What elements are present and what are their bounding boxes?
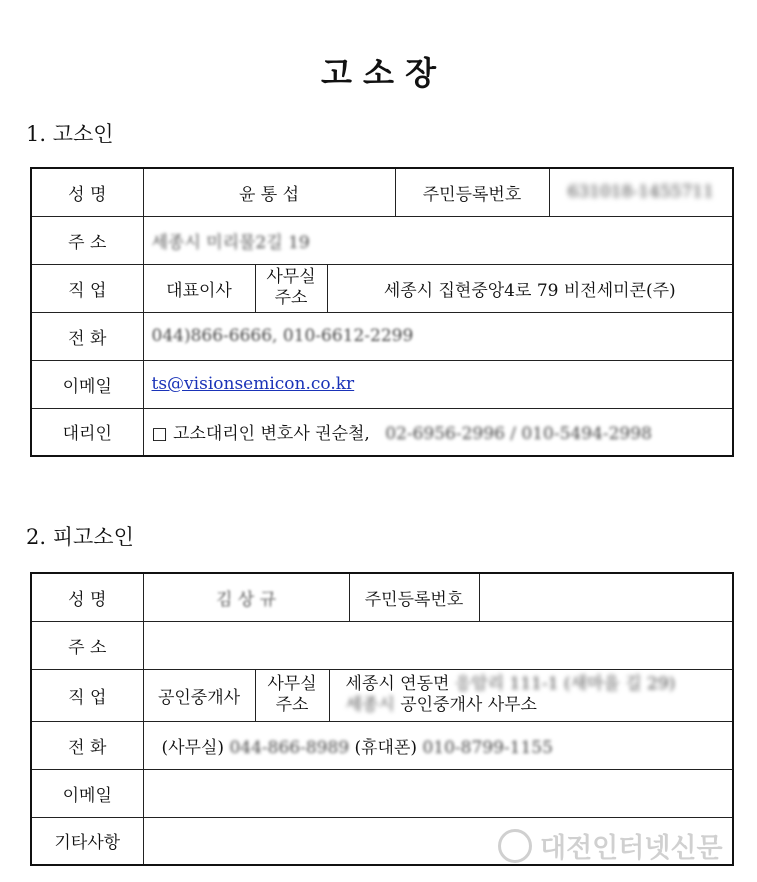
- rrn-label: 주민등록번호: [395, 168, 549, 216]
- checkbox-icon[interactable]: □: [151, 424, 168, 445]
- email-label: 이메일: [31, 769, 143, 817]
- agent-label: 대리인: [31, 408, 143, 456]
- complainant-rrn: 631018-1455711: [567, 182, 714, 203]
- complainant-table: [30, 167, 734, 457]
- email-label: 이메일: [31, 360, 143, 408]
- respondent-job: 공인중개사: [143, 669, 255, 721]
- respondent-table: [30, 572, 734, 866]
- newspaper-logo-icon: [498, 829, 532, 863]
- respondent-office-address: 세종시 연동면 응암리 111-1 (새마을 길 29) 세종시 공인중개사 사무소: [345, 674, 676, 715]
- complainant-address: 세종시 미리물2길 19: [151, 232, 310, 253]
- office-address-label: 사무실 주소: [267, 674, 317, 715]
- rrn-label: 주민등록번호: [349, 573, 479, 621]
- watermark-text: 대전인터넷신문: [540, 833, 723, 864]
- complainant-phone: 044)866-6666, 010-6612-2299: [151, 326, 414, 346]
- other-label: 기타사항: [31, 817, 143, 865]
- document-title: 고 소 장: [320, 54, 437, 92]
- agent-text: 고소대리인 변호사 권순철,: [172, 424, 370, 445]
- name-label: 성 명: [31, 573, 143, 621]
- phone-mobile-label: (휴대폰): [354, 737, 418, 758]
- job-label: 직 업: [31, 264, 143, 312]
- complainant-office-address: 세종시 집현중앙4로 79 비전세미콘(주): [327, 264, 733, 312]
- agent-contact: 02-6956-2996 / 010-5494-2998: [385, 424, 652, 445]
- watermark: [498, 826, 723, 865]
- respondent-rrn: [479, 573, 733, 621]
- respondent-address: [143, 621, 733, 669]
- respondent-email: [143, 769, 733, 817]
- respondent-mobile-phone: 010-8799-1155: [422, 737, 553, 758]
- complainant-email-link[interactable]: ts@visionsemicon.co.kr: [151, 374, 355, 394]
- phone-label: 전 화: [31, 312, 143, 360]
- complainant-job: 대표이사: [143, 264, 255, 312]
- respondent-name: 김 상 규: [215, 589, 277, 610]
- phone-label: 전 화: [31, 721, 143, 769]
- name-label: 성 명: [31, 168, 143, 216]
- address-label: 주 소: [31, 216, 143, 264]
- address-label: 주 소: [31, 621, 143, 669]
- respondent-office-phone: 044-866-8989: [229, 737, 350, 758]
- phone-office-label: (사무실): [161, 737, 225, 758]
- office-address-label: 사무실 주소: [266, 267, 316, 308]
- complainant-name: 윤 통 섭: [143, 168, 395, 216]
- section-respondent-heading: 2. 피고소인: [26, 525, 134, 549]
- job-label: 직 업: [31, 669, 143, 721]
- section-complainant-heading: 1. 고소인: [26, 122, 114, 146]
